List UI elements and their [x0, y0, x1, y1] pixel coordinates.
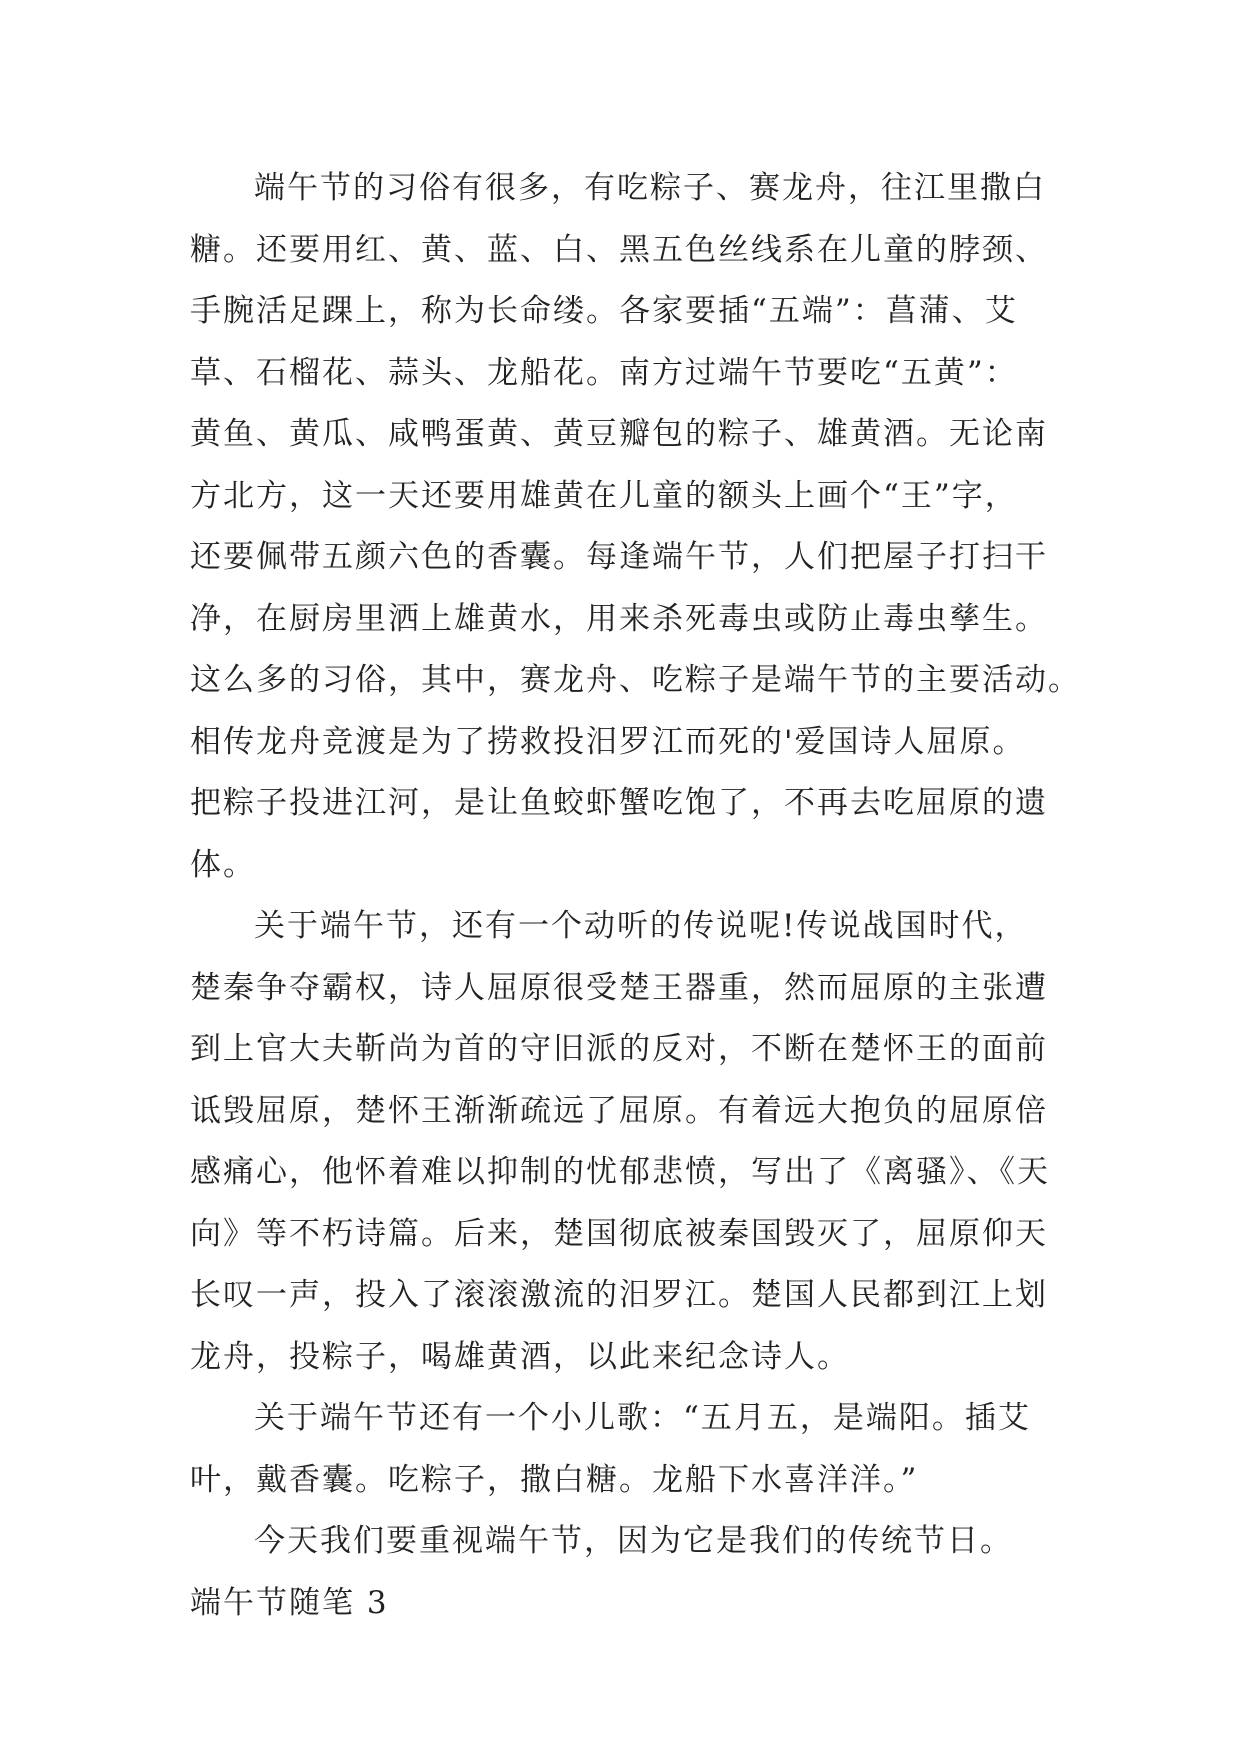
paragraph-2-line-8: 龙舟，投粽子，喝雄黄酒，以此来纪念诗人。 [190, 1338, 850, 1375]
paragraph-2-line-2: 楚秦争夺霸权，诗人屈原很受楚王器重，然而屈原的主张遭 [190, 969, 1048, 1006]
paragraph-2-line-3: 到上官大夫靳尚为首的守旧派的反对，不断在楚怀王的面前 [190, 1031, 1048, 1067]
paragraph-1-line-9: 这么多的习俗，其中，赛龙舟、吃粽子是端午节的主要活动。 [190, 662, 1081, 698]
article-body [190, 158, 1081, 1634]
paragraph-1-line-2: 糖。还要用红、黄、蓝、白、黑五色丝线系在儿童的脖颈、 [190, 231, 1048, 268]
paragraph-4-line-1: 今天我们要重视端午节，因为它是我们的传统节日。 [254, 1523, 1013, 1559]
section-heading: 端午节随笔 3 [190, 1584, 389, 1621]
paragraph-1-line-7: 还要佩带五颜六色的香囊。每逢端午节，人们把屋子打扫干 [190, 539, 1048, 575]
paragraph-1-line-11: 把粽子投进江河，是让鱼蛟虾蟹吃饱了，不再去吃屈原的遗 [190, 785, 1048, 821]
paragraph-1-line-8: 净，在厨房里洒上雄黄水，用来杀死毒虫或防止毒虫孳生。 [190, 600, 1048, 637]
paragraph-2-line-7: 长叹一声，投入了滚滚激流的汨罗江。楚国人民都到江上划 [190, 1277, 1048, 1313]
paragraph-1-line-10: 相传龙舟竞渡是为了捞救投汨罗江而死的'爱国诗人屈原。 [190, 723, 1026, 760]
paragraph-2-line-5: 感痛心，他怀着难以抑制的忧郁悲愤，写出了《离骚》、《天 [190, 1154, 1050, 1190]
paragraph-2-line-6: 向》等不朽诗篇。后来，楚国彻底被秦国毁灭了，屈原仰天 [190, 1215, 1048, 1252]
paragraph-1-line-3: 手腕活足踝上，称为长命缕。各家要插“五端”：菖蒲、艾 [190, 293, 1018, 329]
paragraph-2-line-4: 诋毁屈原，楚怀王渐渐疏远了屈原。有着远大抱负的屈原倍 [190, 1092, 1048, 1129]
paragraph-3-line-2: 叶，戴香囊。吃粽子，撒白糖。龙船下水喜洋洋。” [190, 1461, 919, 1498]
paragraph-1-line-4: 草、石榴花、蒜头、龙船花。南方过端午节要吃“五黄”： [190, 354, 1018, 391]
paragraph-1-line-12: 体。 [190, 846, 256, 883]
paragraph-3-line-1: 关于端午节还有一个小儿歌：“五月五，是端阳。插艾 [254, 1400, 1031, 1436]
paragraph-1-line-6: 方北方，这一天还要用雄黄在儿童的额头上画个“王”字， [190, 477, 1018, 514]
paragraph-2-line-1: 关于端午节，还有一个动听的传说呢!传说战国时代， [254, 908, 1028, 944]
paragraph-1-line-1: 端午节的习俗有很多，有吃粽子、赛龙舟，往江里撒白 [254, 170, 1046, 206]
paragraph-1-line-5: 黄鱼、黄瓜、咸鸭蛋黄、黄豆瓣包的粽子、雄黄酒。无论南 [190, 416, 1048, 452]
